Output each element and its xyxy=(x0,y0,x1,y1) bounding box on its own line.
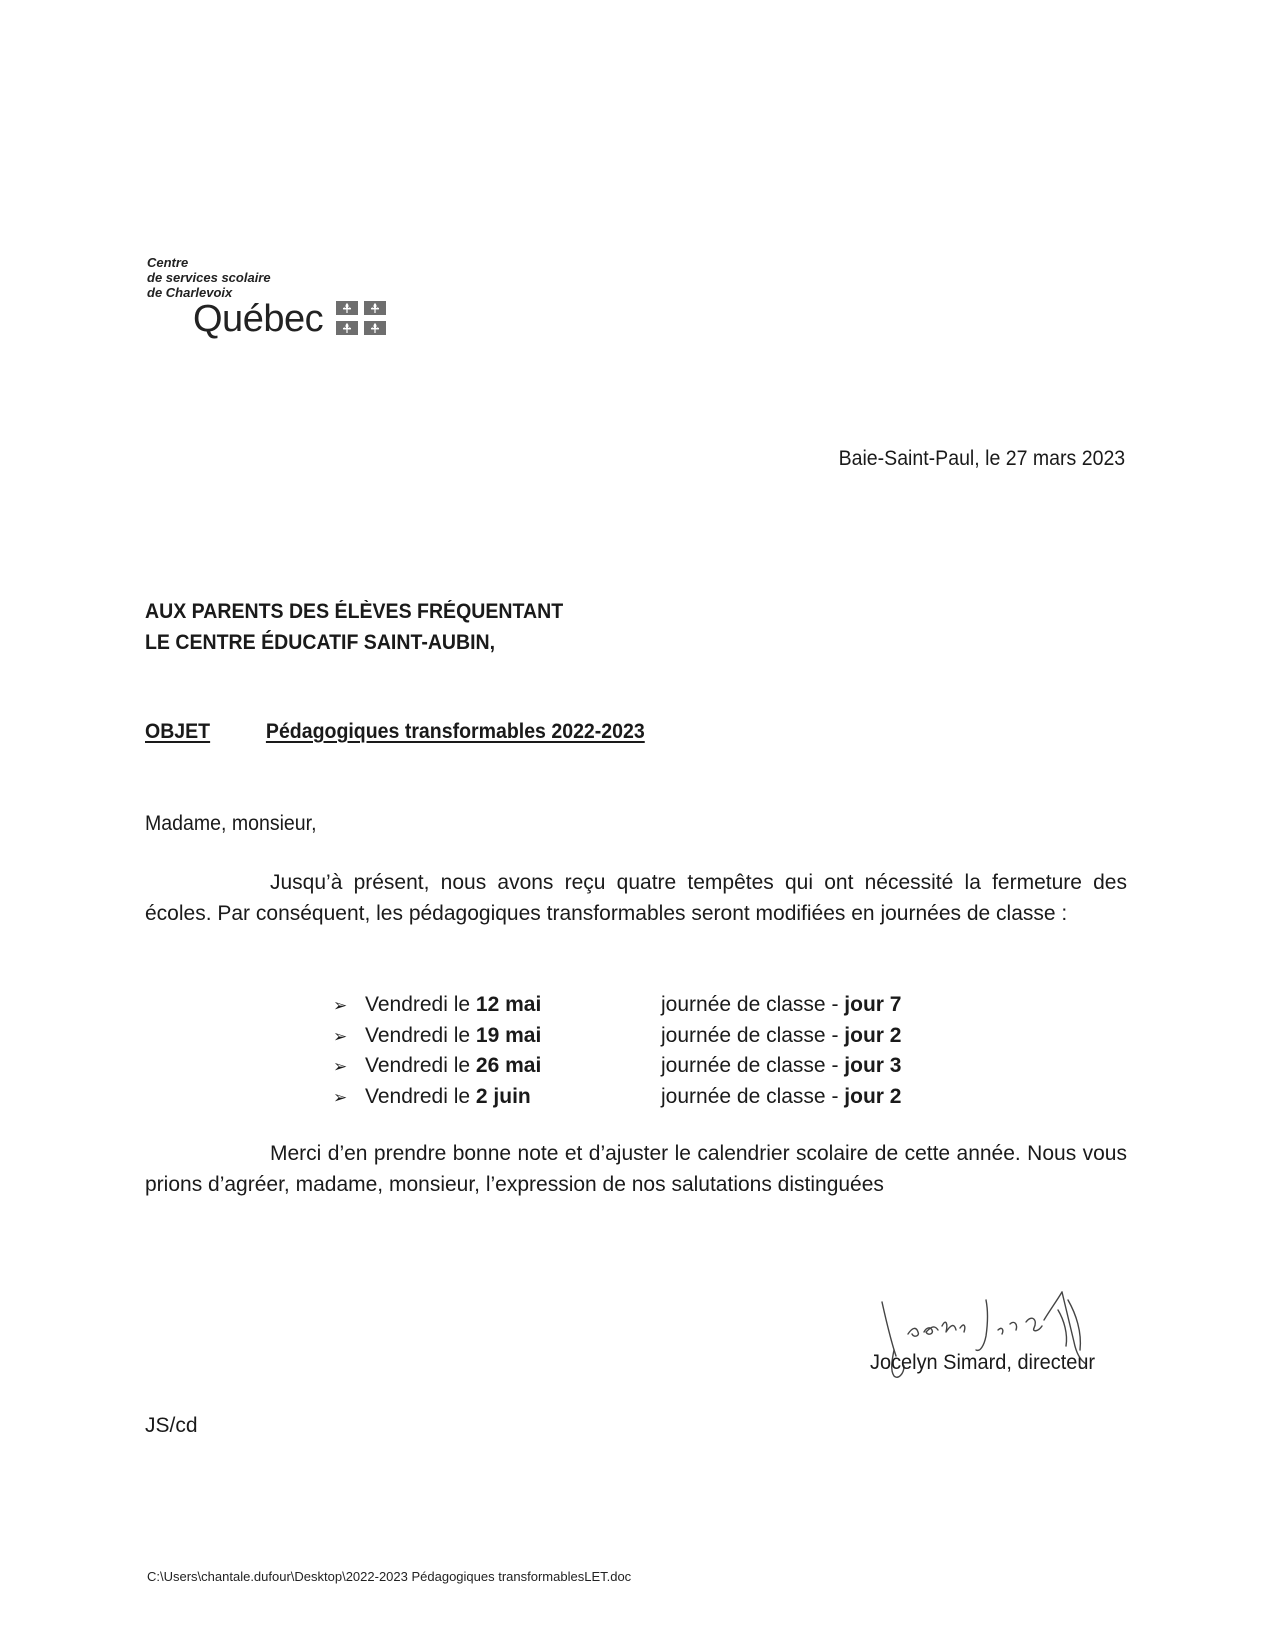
date-prefix: Vendredi le xyxy=(365,1054,476,1077)
list-item xyxy=(333,1021,901,1052)
subject-line xyxy=(145,718,645,746)
arrow-bullet-icon: ➢ xyxy=(333,1026,348,1046)
paragraph-text: Merci d’en prendre bonne note et d’ajuster le calendrier scolaire de cette année. Nous vous prions d’agréer, madame, monsieur, l’expression de nos salutations distinguées xyxy=(145,1142,1127,1196)
arrow-bullet-icon: ➢ xyxy=(333,1087,348,1107)
organization-line: de services scolaire xyxy=(147,270,271,285)
date-value: 19 mai xyxy=(475,1023,542,1047)
salutation: Madame, monsieur, xyxy=(145,812,317,835)
reference-initials: JS/cd xyxy=(145,1414,198,1437)
day-type-desc: journée de classe - xyxy=(661,1023,845,1047)
quebec-flag-icon xyxy=(334,299,388,337)
date-prefix: Vendredi le xyxy=(365,1023,476,1047)
list-item xyxy=(333,1082,901,1113)
day-type-desc: journée de classe - xyxy=(661,1054,845,1077)
body-paragraph xyxy=(145,868,1127,929)
day-type xyxy=(661,990,901,1021)
date-label xyxy=(365,1082,661,1113)
recipients-line: LE CENTRE ÉDUCATIF SAINT-AUBIN, xyxy=(145,631,496,654)
date-prefix: Vendredi le xyxy=(365,1084,476,1108)
cycle-day: jour 2 xyxy=(844,1023,902,1047)
organization-line: de Charlevoix xyxy=(147,285,233,300)
paragraph-text: Jusqu’à présent, nous avons reçu quatre tempêtes qui ont nécessité la fermeture des écoles. Par conséquent, les pédagogiques transformables seront modifiées en journées de classe : xyxy=(145,871,1127,925)
recipients-block xyxy=(145,596,563,658)
body-paragraph xyxy=(145,1139,1127,1200)
dates-list xyxy=(333,990,901,1112)
arrow-bullet-icon: ➢ xyxy=(333,996,348,1015)
day-type xyxy=(661,1021,901,1052)
list-item xyxy=(333,1051,901,1082)
day-type-desc: journée de classe - xyxy=(661,993,845,1016)
day-type-desc: journée de classe - xyxy=(661,1084,845,1108)
cycle-day: jour 2 xyxy=(844,1084,902,1108)
letter-date: Baie-Saint-Paul, le 27 mars 2023 xyxy=(838,447,1125,470)
date-label xyxy=(365,1051,661,1082)
date-value: 26 mai xyxy=(475,1054,542,1077)
date-value: 2 juin xyxy=(475,1084,531,1108)
quebec-wordmark: Québec xyxy=(193,298,324,340)
organization-name xyxy=(147,255,407,300)
date-label xyxy=(365,1021,661,1052)
arrow-bullet-icon: ➢ xyxy=(333,1057,348,1076)
date-prefix: Vendredi le xyxy=(365,993,476,1016)
day-type xyxy=(661,1051,901,1082)
subject-gap xyxy=(210,718,266,746)
document-file-path: C:\Users\chantale.dufour\Desktop\2022-2023 Pédagogiques transformablesLET.doc xyxy=(147,1569,632,1584)
recipients-line: AUX PARENTS DES ÉLÈVES FRÉQUENTANT xyxy=(145,600,564,623)
list-item xyxy=(333,990,901,1021)
cycle-day: jour 7 xyxy=(844,993,902,1016)
subject-text: Pédagogiques transformables 2022-2023 xyxy=(265,720,645,743)
organization-line: Centre xyxy=(147,255,189,270)
cycle-day: jour 3 xyxy=(844,1054,902,1077)
letterhead xyxy=(147,255,407,345)
subject-label: OBJET xyxy=(145,720,211,743)
date-label xyxy=(365,990,661,1021)
date-value: 12 mai xyxy=(475,993,542,1016)
day-type xyxy=(661,1082,901,1113)
signatory-name: Jocelyn Simard, directeur xyxy=(870,1351,1096,1374)
